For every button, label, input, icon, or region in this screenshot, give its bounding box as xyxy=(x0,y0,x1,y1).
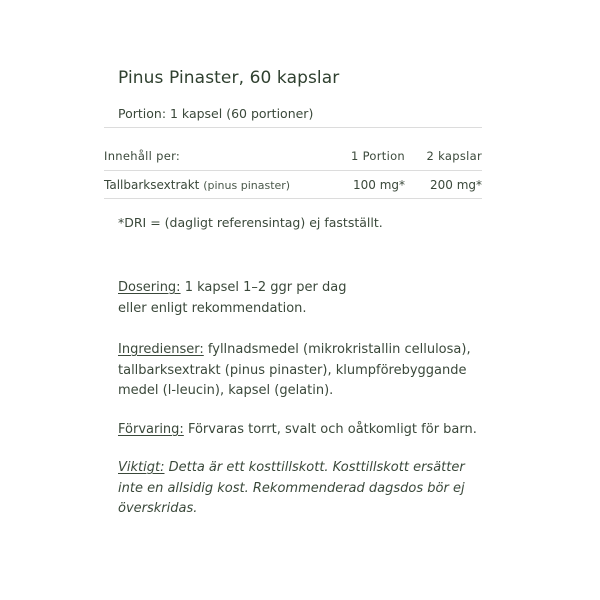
ingredient-name-text: Tallbarksextrakt xyxy=(104,178,200,192)
ingredienser-text-line3: medel (l-leucin), kapsel (gelatin). xyxy=(118,383,334,398)
table-top-rule xyxy=(104,127,482,128)
ingredient-col1-value: 100 mg* xyxy=(352,178,405,192)
ingredienser-section xyxy=(118,340,488,402)
dri-note: *DRI = (dagligt referensintag) ej fastställt. xyxy=(118,215,383,230)
table-header-col2: 2 kapslar xyxy=(426,149,482,163)
dosering-label: Dosering: xyxy=(118,280,181,295)
viktigt-text-line3: överskridas. xyxy=(118,501,198,516)
forvaring-label: Förvaring: xyxy=(118,422,184,437)
dosering-section xyxy=(118,278,488,319)
forvaring-text: Förvaras torrt, svalt och oåtkomligt för barn. xyxy=(183,422,477,437)
table-bottom-rule xyxy=(104,198,482,199)
ingredienser-label: Ingredienser: xyxy=(118,342,204,357)
dosering-text-line1: 1 kapsel 1–2 ggr per dag xyxy=(180,280,347,295)
ingredienser-text-line2: tallbarksextrakt (pinus pinaster), klumpförebyggande xyxy=(118,362,467,378)
ingredienser-text-line1: fyllnadsmedel (mikrokristallin cellulosa), xyxy=(203,342,471,357)
dosering-text-line2: eller enligt rekommendation. xyxy=(118,300,307,316)
product-title: Pinus Pinaster, 60 kapslar xyxy=(118,68,340,88)
table-header-label: Innehåll per: xyxy=(104,149,181,163)
ingredient-latin-name: (pinus pinaster) xyxy=(203,179,291,192)
table-header-rule xyxy=(104,170,482,171)
forvaring-section xyxy=(118,420,488,441)
table-header-col1: 1 Portion xyxy=(351,149,405,163)
viktigt-label: Viktigt: xyxy=(118,460,165,475)
ingredient-name xyxy=(104,178,290,192)
ingredient-col2-value: 200 mg* xyxy=(429,178,482,192)
viktigt-text-line1: Detta är ett kosttillskott. Kosttillskott ersätter xyxy=(164,460,465,475)
viktigt-section xyxy=(118,458,488,520)
portion-info: Portion: 1 kapsel (60 portioner) xyxy=(118,106,314,121)
viktigt-text-line2: inte en allsidig kost. Rekommenderad dagsdos bör ej xyxy=(118,480,465,496)
